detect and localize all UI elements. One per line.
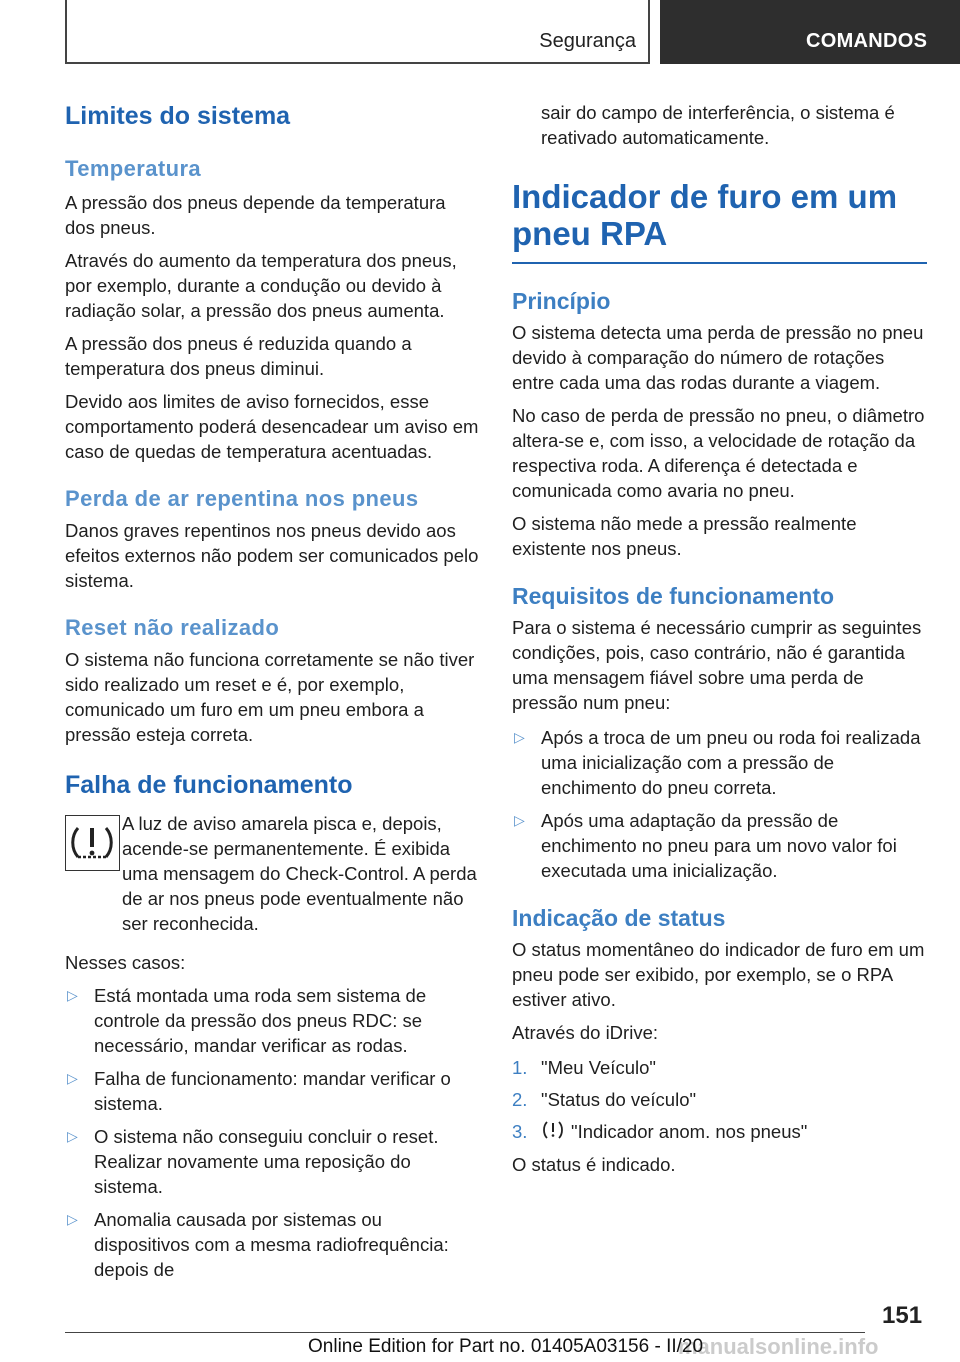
paragraph: Para o sistema é necessário cumprir as seguintes condições, pois, caso contrário, não é garantida uma mensagem fiável sobre uma perda de pressão num pneu: [512, 617, 922, 713]
step-item [512, 1055, 927, 1080]
tire-pressure-warning-icon [65, 815, 120, 871]
tire-status-icon [541, 1119, 571, 1144]
step-item [512, 1087, 927, 1112]
footer-edition: Online Edition for Part no. 01405A03156 - II/20 [308, 1336, 704, 1357]
step-number: 3. [512, 1121, 528, 1142]
list-item-text: Após uma adaptação da pressão de enchimento no pneu para um novo valor foi executada uma inicialização. [541, 810, 897, 881]
step-number: 2. [512, 1089, 528, 1110]
step-item [512, 1119, 927, 1144]
heading-principio: Princípio [512, 288, 611, 314]
paragraph: A luz de aviso amarela pisca e, depois, acende-se permanentemente. É exibida uma mensagem do Check-Control. A perda de ar nos pneus pode eventualmente não ser reconhecida. [122, 813, 477, 934]
paragraph: No caso de perda de pressão no pneu, o diâmetro altera-se e, com isso, a velocidade de rotação da respectiva roda. A diferença é detectada e comunicada como avaria no pneu. [512, 405, 925, 501]
paragraph: O status momentâneo do indicador de furo em um pneu pode ser exibido, por exemplo, se o RPA estiver ativo. [512, 939, 925, 1010]
paragraph: O sistema detecta uma perda de pressão no pneu devido à comparação do número de rotações entre cada uma das rodas durante a viagem. [512, 322, 924, 393]
triangle-bullet-icon: ▷ [67, 987, 78, 1003]
paragraph: Devido aos limites de aviso fornecidos, esse comportamento poderá desencadear um aviso em caso de quedas de temperatura acentuadas. [65, 391, 479, 462]
heading-rule [512, 262, 927, 264]
list-item [65, 1124, 480, 1199]
page-number: 151 [882, 1302, 923, 1329]
header-section-tab [65, 0, 650, 64]
triangle-bullet-icon: ▷ [67, 1070, 78, 1086]
paragraph: O sistema não mede a pressão realmente existente nos pneus. [512, 513, 857, 559]
triangle-bullet-icon: ▷ [514, 729, 525, 745]
paragraph: O sistema não funciona corretamente se não tiver sido realizado um reset e é, por exemplo, comunicado um furo em um pneu embora a pressão esteja correta. [65, 649, 475, 745]
watermark: manualsonline.info [678, 1334, 879, 1359]
list-item [65, 1207, 480, 1282]
list-item-text: O sistema não conseguiu concluir o reset. Realizar novamente uma reposição do sistema. [94, 1126, 439, 1197]
header-chapter-title: COMANDOS [806, 30, 928, 52]
heading-limites: Limites do sistema [65, 102, 291, 130]
paragraph: Danos graves repentinos nos pneus devido aos efeitos externos não podem ser comunicados pelo sistema. [65, 520, 479, 591]
list-item-text: Após a troca de um pneu ou roda foi realizada uma inicialização com a pressão de enchimento do pneu correta. [541, 727, 921, 798]
warning-block [65, 811, 480, 936]
heading-reset: Reset não realizado [65, 615, 280, 640]
step-text: "Status do veículo" [541, 1089, 697, 1110]
paragraph: O status é indicado. [512, 1154, 676, 1175]
list-item [512, 808, 927, 883]
triangle-bullet-icon: ▷ [67, 1128, 78, 1144]
step-text: "Indicador anom. nos pneus" [571, 1121, 808, 1142]
right-column [512, 100, 927, 1177]
heading-indicador: Indicador de furo em um pneu RPA [512, 178, 898, 252]
heading-temperatura: Temperatura [65, 156, 202, 181]
paragraph: A pressão dos pneus depende da temperatura dos pneus. [65, 192, 446, 238]
triangle-bullet-icon: ▷ [514, 812, 525, 828]
list-item [512, 725, 927, 800]
header-section-title: Segurança [539, 30, 636, 52]
header-chapter-tab [660, 0, 960, 64]
heading-requisitos: Requisitos de funcionamento [512, 583, 835, 609]
left-column [65, 100, 480, 1282]
paragraph: Nesses casos: [65, 952, 186, 973]
step-text: "Meu Veículo" [541, 1057, 656, 1078]
paragraph: sair do campo de interferência, o sistema é reativado automaticamente. [541, 102, 895, 148]
list-item [65, 983, 480, 1058]
heading-falha: Falha de funcionamento [65, 771, 353, 799]
list-item-text: Está montada uma roda sem sistema de controle da pressão dos pneus RDC: se necessário, mandar verificar as rodas. [94, 985, 427, 1056]
heading-perda: Perda de ar repentina nos pneus [65, 486, 419, 511]
list-item-text: Falha de funcionamento: mandar verificar o sistema. [94, 1068, 451, 1114]
triangle-bullet-icon: ▷ [67, 1211, 78, 1227]
list-item [65, 1066, 480, 1116]
paragraph: A pressão dos pneus é reduzida quando a temperatura dos pneus diminui. [65, 333, 412, 379]
heading-status: Indicação de status [512, 905, 726, 931]
footer-rule [65, 1332, 865, 1333]
list-item-text: Anomalia causada por sistemas ou dispositivos com a mesma radiofrequência: depois de [94, 1209, 449, 1280]
step-number: 1. [512, 1057, 528, 1078]
paragraph: Através do iDrive: [512, 1022, 658, 1043]
paragraph: Através do aumento da temperatura dos pneus, por exemplo, durante a condução ou devido à radiação solar, a pressão dos pneus aumenta. [65, 250, 457, 321]
